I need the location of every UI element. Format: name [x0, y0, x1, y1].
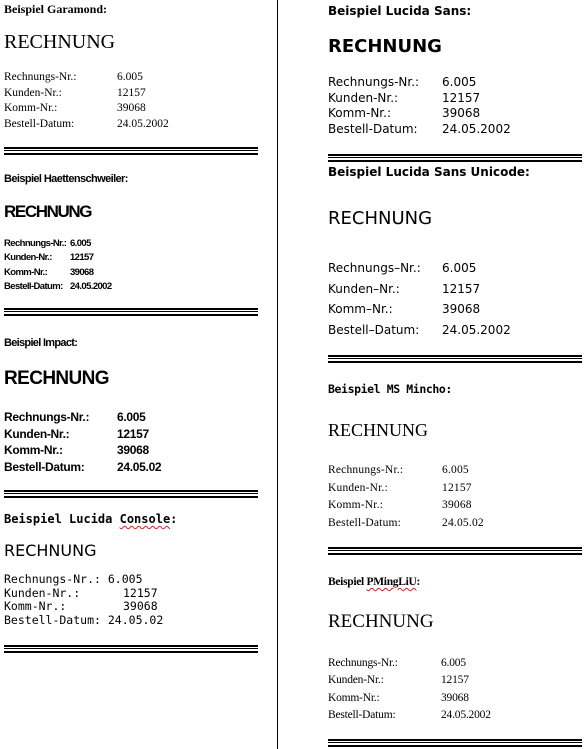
separator-rule — [4, 308, 258, 316]
title-impact: RECHNUNG — [4, 368, 109, 389]
value-rechnungs-nr: 6.005 — [441, 657, 466, 669]
label-kunden-nr: Kunden-Nr.: — [4, 426, 70, 441]
title-lucida-console: RECHNUNG — [4, 541, 97, 560]
row-bestell-datum — [4, 614, 163, 628]
row-bestell-datum — [328, 707, 491, 724]
row-rechnungs-nr — [4, 70, 169, 86]
label-kunden-nr: Kunden-Nr.: — [328, 674, 384, 687]
row-rechnungs-nr — [328, 462, 484, 480]
label-bestell-datum: Bestell-Datum: — [4, 280, 63, 292]
value-kunden-nr: 12157 — [117, 426, 149, 441]
heading-impact: Beispiel Impact: — [4, 337, 78, 349]
value-rechnungs-nr: 6.005 — [442, 261, 477, 275]
label-kunden-nr: Kunden-Nr.: — [328, 90, 399, 105]
label-komm-nr: Komm-Nr.: — [328, 691, 380, 704]
row-kunden-nr — [328, 279, 511, 300]
label-kunden-nr: Kunden-Nr.: — [4, 585, 81, 600]
heading-pmingliu-suffix: : — [416, 576, 421, 588]
row-kunden-nr — [4, 587, 163, 601]
label-bestell-datum: Bestell-Datum: — [328, 516, 402, 529]
title-haettenschweiler: RECHNUNG — [4, 202, 92, 221]
details-haettenschweiler — [4, 237, 112, 294]
row-bestell-datum — [4, 459, 161, 476]
label-komm-nr: Komm-Nr.: — [328, 106, 391, 121]
spellcheck-word-console[interactable]: Console — [119, 512, 171, 526]
value-kunden-nr: 12157 — [441, 674, 469, 687]
value-rechnungs-nr: 6.005 — [442, 75, 477, 89]
label-komm-nr: Komm-Nr.: — [4, 102, 58, 114]
row-rechnungs-nr — [328, 655, 491, 672]
label-komm-nr: Komm-Nr.: — [4, 266, 48, 278]
row-kunden-nr — [4, 86, 169, 102]
row-rechnungs-nr — [4, 573, 163, 587]
row-kunden-nr — [328, 672, 491, 689]
value-rechnungs-nr: 6.005 — [117, 410, 146, 424]
value-komm-nr: 39068 — [70, 266, 94, 278]
details-lucida-console — [4, 573, 163, 628]
value-komm-nr: 39068 — [441, 691, 469, 704]
separator-rule — [328, 154, 582, 162]
value-kunden-nr: 12157 — [70, 252, 94, 264]
value-komm-nr: 39068 — [117, 443, 149, 457]
value-bestell-datum: 24.05.02 — [107, 613, 164, 628]
heading-pmingliu — [328, 576, 420, 588]
row-komm-nr — [328, 497, 484, 515]
details-ms-mincho — [328, 462, 484, 532]
heading-haettenschweiler: Beispiel Haettenschweiler: — [4, 173, 128, 185]
value-komm-nr: 39068 — [117, 102, 146, 114]
title-lucida-sans-unicode: RECHNUNG — [328, 208, 433, 229]
separator-rule — [328, 355, 582, 363]
label-rechnungs-nr: Rechnungs-Nr.: — [328, 657, 398, 669]
heading-garamond: Beispiel Garamond: — [4, 2, 108, 16]
heading-lucida-sans: Beispiel Lucida Sans: — [328, 4, 472, 18]
label-kunden-nr: Kunden-Nr.: — [4, 86, 62, 99]
label-rechnungs-nr: Rechnungs-Nr.: — [4, 410, 90, 424]
row-rechnungs-nr — [4, 409, 161, 426]
label-bestell-datum: Bestell–Datum: — [328, 322, 420, 337]
column-divider — [277, 0, 278, 749]
value-bestell-datum: 24.05.2002 — [117, 117, 169, 130]
row-bestell-datum — [4, 280, 112, 294]
heading-lucida-console-prefix: Beispiel Lucida — [4, 512, 120, 526]
label-bestell-datum: Bestell-Datum: — [328, 708, 396, 721]
row-komm-nr — [4, 101, 169, 117]
value-komm-nr: 39068 — [123, 599, 158, 614]
label-rechnungs-nr: Rechnungs-Nr.: — [328, 75, 420, 89]
value-rechnungs-nr: 6.005 — [70, 238, 91, 249]
details-pmingliu — [328, 655, 491, 724]
label-rechnungs-nr: Rechnungs-Nr.: — [4, 572, 101, 586]
row-bestell-datum — [4, 117, 169, 133]
value-rechnungs-nr: 6.005 — [117, 71, 143, 83]
row-komm-nr — [4, 442, 161, 459]
value-rechnungs-nr: 6.005 — [107, 572, 143, 586]
row-rechnungs-nr — [328, 258, 511, 279]
row-komm-nr — [328, 106, 511, 122]
value-bestell-datum: 24.05.02 — [117, 459, 162, 474]
label-bestell-datum: Bestell-Datum: — [328, 122, 418, 137]
value-kunden-nr: 12157 — [123, 585, 158, 600]
heading-lucida-console-suffix: : — [170, 512, 178, 526]
row-komm-nr — [328, 690, 491, 707]
row-kunden-nr — [328, 91, 511, 107]
label-bestell-datum: Bestell-Datum: — [4, 117, 75, 130]
label-komm-nr: Komm-Nr.: — [4, 599, 67, 614]
label-komm-nr: Komm–Nr.: — [328, 302, 393, 316]
value-komm-nr: 39068 — [442, 106, 481, 121]
row-kunden-nr — [4, 251, 112, 265]
row-kunden-nr — [328, 480, 484, 498]
title-pmingliu: RECHNUNG — [328, 611, 434, 632]
label-kunden-nr: Kunden-Nr.: — [4, 252, 52, 264]
separator-rule — [4, 645, 258, 653]
row-kunden-nr — [4, 426, 161, 443]
value-kunden-nr: 12157 — [117, 86, 146, 99]
details-impact — [4, 409, 161, 475]
value-komm-nr: 39068 — [442, 302, 481, 316]
spellcheck-word-pmingliu[interactable]: PMingLiU — [366, 576, 417, 588]
label-kunden-nr: Kunden–Nr.: — [328, 281, 400, 296]
separator-rule — [328, 739, 582, 747]
row-bestell-datum — [328, 515, 484, 533]
title-ms-mincho: RECHNUNG — [328, 420, 429, 440]
label-kunden-nr: Kunden-Nr.: — [328, 481, 389, 494]
value-kunden-nr: 12157 — [442, 90, 481, 105]
label-bestell-datum: Bestell-Datum: — [4, 459, 85, 474]
row-bestell-datum — [328, 320, 511, 341]
label-rechnungs-nr: Rechnungs-Nr.: — [4, 71, 77, 83]
heading-pmingliu-prefix: Beispiel — [328, 576, 367, 588]
value-bestell-datum: 24.05.02 — [442, 516, 484, 529]
row-bestell-datum — [328, 122, 511, 138]
separator-rule — [4, 147, 258, 155]
value-kunden-nr: 12157 — [442, 281, 481, 296]
value-bestell-datum: 24.05.2002 — [442, 122, 511, 137]
value-bestell-datum: 24.05.2002 — [70, 280, 112, 292]
label-rechnungs-nr: Rechnungs-Nr.: — [328, 464, 404, 476]
separator-rule — [328, 547, 582, 555]
row-rechnungs-nr — [4, 237, 112, 251]
label-rechnungs-nr: Rechnungs-Nr.: — [4, 238, 67, 249]
value-bestell-datum: 24.05.2002 — [442, 322, 511, 337]
value-komm-nr: 39068 — [442, 499, 472, 511]
label-komm-nr: Komm-Nr.: — [328, 499, 384, 511]
value-kunden-nr: 12157 — [442, 481, 472, 494]
details-lucida-sans-unicode — [328, 258, 511, 340]
details-garamond — [4, 70, 169, 132]
heading-lucida-sans-unicode: Beispiel Lucida Sans Unicode: — [328, 165, 530, 179]
title-lucida-sans: RECHNUNG — [328, 36, 442, 57]
heading-lucida-console — [4, 512, 177, 526]
row-rechnungs-nr — [328, 75, 511, 91]
title-garamond: RECHNUNG — [4, 31, 116, 53]
heading-ms-mincho: Beispiel MS Mincho: — [328, 382, 452, 396]
row-komm-nr — [4, 266, 112, 280]
separator-rule — [4, 490, 258, 498]
row-komm-nr — [4, 600, 163, 614]
value-bestell-datum: 24.05.2002 — [441, 708, 491, 721]
row-komm-nr — [328, 299, 511, 320]
label-rechnungs-nr: Rechnungs–Nr.: — [328, 261, 421, 275]
details-lucida-sans — [328, 75, 511, 138]
label-bestell-datum: Bestell-Datum: — [4, 613, 101, 628]
value-rechnungs-nr: 6.005 — [442, 464, 469, 476]
label-komm-nr: Komm-Nr.: — [4, 443, 63, 457]
